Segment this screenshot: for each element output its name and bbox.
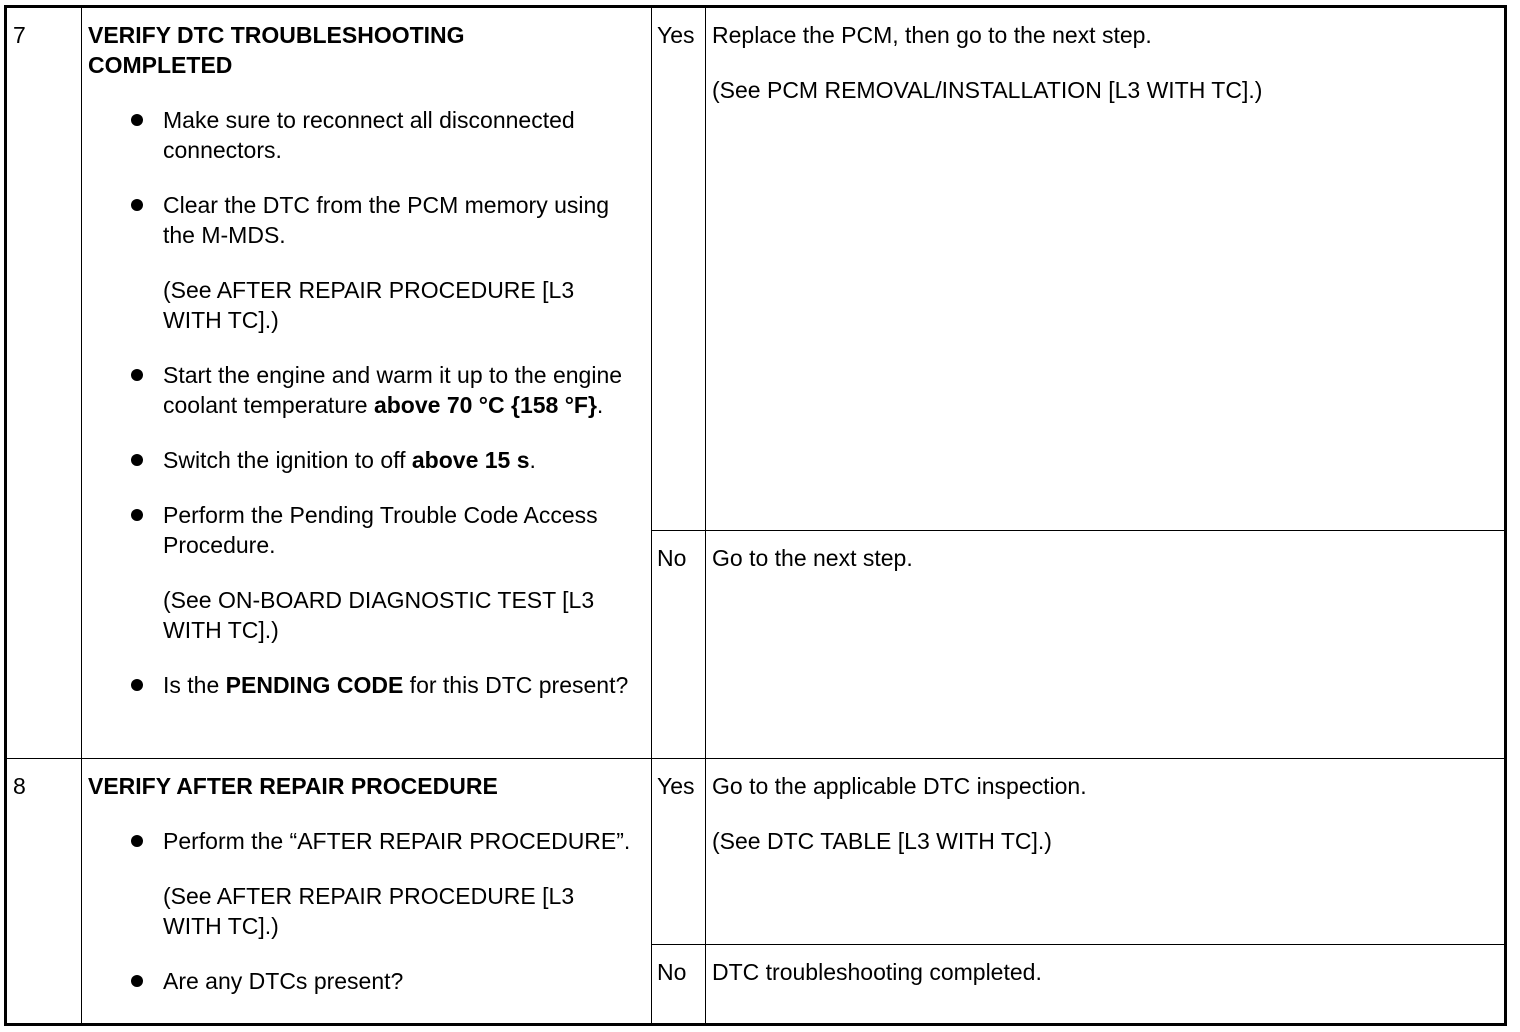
bullet-text-end: .	[529, 447, 536, 473]
step-8-bullet-list	[88, 826, 631, 996]
bullet-text-end: .	[596, 392, 604, 418]
bullet-dot-icon	[131, 454, 143, 466]
reference-link[interactable]: (See PCM REMOVAL/INSTALLATION [L3 WITH TC].)	[712, 77, 1263, 103]
step-7-no-action	[706, 531, 1506, 759]
action-text: Go to the applicable DTC inspection.	[712, 773, 1087, 799]
bullet-text: Start the engine and warm it up to the engine coolant temperature	[163, 362, 623, 418]
bullet-text: Are any DTCs present?	[163, 968, 404, 994]
bullet-bold-value: above 15 s	[411, 447, 530, 473]
bullet-item	[88, 105, 631, 165]
step-8-inspection	[82, 759, 652, 1025]
bullet-dot-icon	[131, 835, 143, 847]
bullet-dot-icon	[131, 679, 143, 691]
bullet-text: Perform the Pending Trouble Code Access Procedure.	[163, 502, 598, 558]
step-7-title-line1: VERIFY DTC TROUBLESHOOTING	[88, 22, 465, 48]
step-7-bullet-list	[88, 105, 631, 700]
step-8-yes-label: Yes	[652, 759, 706, 945]
bullet-item	[88, 500, 631, 645]
action-text: DTC troubleshooting completed.	[712, 959, 1042, 985]
reference-link[interactable]: (See DTC TABLE [L3 WITH TC].)	[712, 828, 1052, 854]
bullet-dot-icon	[131, 199, 143, 211]
bullet-text: Clear the DTC from the PCM memory using the M-MDS.	[163, 192, 610, 248]
bullet-bold-value: above 70 °C {158 °F}	[373, 392, 597, 418]
step-8-title: VERIFY AFTER REPAIR PROCEDURE	[88, 773, 498, 799]
bullet-item	[88, 670, 631, 700]
bullet-dot-icon	[131, 509, 143, 521]
bullet-text: Make sure to reconnect all disconnected connectors.	[163, 107, 575, 163]
bullet-text-end: for this DTC present?	[403, 672, 629, 698]
bullet-item	[88, 966, 631, 996]
step-7-yes-label: Yes	[652, 7, 706, 531]
bullet-text: Is the	[163, 672, 226, 698]
step-7-title-line2: COMPLETED	[88, 52, 233, 78]
step-7-no-label: No	[652, 531, 706, 759]
troubleshooting-table	[4, 5, 1507, 1026]
bullet-dot-icon	[131, 975, 143, 987]
step-8-yes-action	[706, 759, 1506, 945]
reference-link[interactable]: (See AFTER REPAIR PROCEDURE [L3 WITH TC].)	[163, 277, 575, 333]
action-text: Replace the PCM, then go to the next step.	[712, 22, 1152, 48]
step-8-yes-row	[6, 759, 1506, 945]
step-7-yes-action	[706, 7, 1506, 531]
step-7-number: 7	[6, 7, 82, 759]
bullet-item	[88, 445, 631, 475]
step-8-number: 8	[6, 759, 82, 1025]
bullet-text: Switch the ignition to off	[163, 447, 412, 473]
action-text: Go to the next step.	[712, 545, 913, 571]
step-7-yes-row	[6, 7, 1506, 531]
bullet-dot-icon	[131, 114, 143, 126]
step-7-title	[88, 20, 631, 80]
bullet-bold-value: PENDING CODE	[225, 672, 404, 698]
bullet-item	[88, 826, 631, 941]
step-8-no-label: No	[652, 945, 706, 1025]
bullet-item	[88, 190, 631, 335]
reference-link[interactable]: (See ON-BOARD DIAGNOSTIC TEST [L3 WITH TC].)	[163, 587, 595, 643]
bullet-text: Perform the “AFTER REPAIR PROCEDURE”.	[163, 828, 631, 854]
bullet-item	[88, 360, 631, 420]
step-8-no-action	[706, 945, 1506, 1025]
step-7-inspection	[82, 7, 652, 759]
reference-link[interactable]: (See AFTER REPAIR PROCEDURE [L3 WITH TC].)	[163, 883, 575, 939]
bullet-dot-icon	[131, 369, 143, 381]
